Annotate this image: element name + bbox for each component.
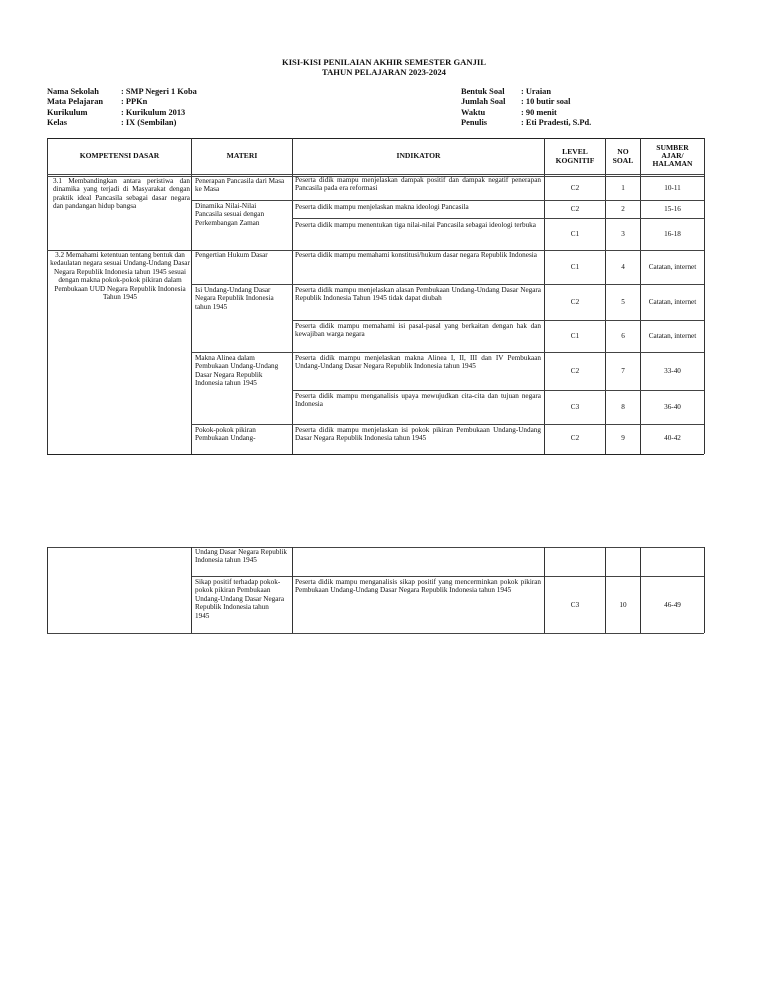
level-kognitif-cell: C2 [570, 297, 580, 306]
info-value: : Kurikulum 2013 [121, 107, 186, 117]
info-label: Mata Pelajaran [47, 97, 104, 107]
info-value: : Eti Pradesti, S.Pd. [521, 118, 592, 128]
level-kognitif-cell: C1 [570, 262, 580, 271]
info-value: : 10 butir soal [521, 97, 571, 107]
sumber-cell: 15-16 [664, 204, 681, 213]
indikator-cell: Peserta didik mampu menentukan tiga nilai-nilai Pancasila sebagai ideologi terbuka [295, 221, 536, 229]
no-soal-cell: 4 [621, 262, 625, 271]
no-soal-cell: 10 [619, 600, 627, 609]
info-value: : PPKn [121, 97, 148, 107]
indikator-cell: Peserta didik mampu menganalisis sikap positif yang mencerminkan pokok pikiran Pembukaan Undang-Undang Dasar Negara Republik Indonesia tahun 1945 [295, 578, 541, 595]
sumber-cell: 40-42 [664, 433, 681, 442]
info-label: Nama Sekolah [47, 87, 99, 96]
level-kognitif-cell: C3 [570, 402, 580, 411]
level-kognitif-cell: C1 [570, 229, 580, 238]
indikator-cell: Peserta didik mampu menjelaskan makna Alinea I, II, III dan IV Pembukaan Undang-Undang Dasar Negara Republik Indonesia tahun 1945 [295, 354, 541, 371]
materi-item: Makna Alinea dalam Pembukaan Undang-Undang Dasar Negara Republik Indonesia tahun 1945 [195, 354, 279, 388]
no-soal-cell: 1 [621, 183, 625, 192]
level-kognitif-cell: C2 [570, 204, 580, 213]
header-sumber-ajar: SUMBER AJAR/ HALAMAN [652, 142, 693, 168]
level-kognitif-cell: C2 [570, 183, 580, 192]
exam-info [461, 87, 591, 129]
materi-item: Isi Undang-Undang Dasar Negara Republik Indonesia tahun 1945 [195, 286, 274, 311]
indikator-cell: Peserta didik mampu menjelaskan makna ideologi Pancasila [295, 203, 469, 211]
document-subtitle: TAHUN PELAJARAN 2023-2024 [322, 67, 446, 77]
level-kognitif-cell: C3 [570, 600, 580, 609]
materi-item: Pokok-pokok pikiran Pembukaan Undang- [195, 426, 256, 443]
indikator-cell: Peserta didik mampu memahami isi pasal-pasal yang berkaitan dengan hak dan kewajiban warga negara [295, 322, 541, 339]
sumber-cell: Catatan, internet [648, 331, 697, 340]
level-kognitif-cell: C2 [570, 366, 580, 375]
sumber-cell: 36-40 [664, 402, 681, 411]
indikator-cell: Peserta didik mampu menjelaskan dampak positif dan dampak negatif penerapan Pancasila pada era reformasi [295, 176, 541, 193]
header-materi: MATERI [226, 151, 258, 161]
info-label: Kurikulum [47, 107, 88, 117]
info-value: : Uraian [521, 87, 552, 96]
sumber-cell: Catatan, internet [648, 297, 697, 306]
info-value: : IX (Sembilan) [121, 118, 177, 128]
info-value: : 90 menit [521, 107, 557, 117]
info-label: Penulis [461, 118, 488, 128]
materi-item: Sikap positif terhadap pokok-pokok pikiran Pembukaan Undang-Undang Dasar Negara Republik Indonesia tahun 1945 [195, 578, 285, 620]
info-label: Waktu [461, 107, 486, 117]
no-soal-cell: 6 [621, 331, 625, 340]
materi-item: Penerapan Pancasila dari Masa ke Masa [195, 177, 285, 194]
sumber-cell: 10-11 [664, 183, 681, 192]
indikator-cell: Peserta didik mampu menganalisis upaya mewujudkan cita-cita dan tujuan negara Indonesia [295, 392, 541, 409]
sumber-cell: 16-18 [664, 229, 681, 238]
sumber-cell: 33-40 [664, 366, 681, 375]
header-indikator: INDIKATOR [396, 151, 441, 161]
header-kompetensi-dasar: KOMPETENSI DASAR [79, 151, 160, 161]
level-kognitif-cell: C1 [570, 331, 580, 340]
no-soal-cell: 5 [621, 297, 625, 306]
level-kognitif-cell: C2 [570, 433, 580, 442]
no-soal-cell: 2 [621, 204, 625, 213]
info-label: Jumlah Soal [461, 97, 506, 107]
kompetensi-dasar-3-2: 3.2 Memahami ketentuan tentang bentuk dan kedaulatan negara sesuai Undang-Undang Dasar Negara Republik Indonesia tahun 1945 sesuai dengan makna pokok-pokok pikiran dalam Pembukaan UUD Negara Republik Indonesia Tahun 1945 [50, 251, 190, 302]
indikator-cell: Peserta didik mampu memahami konstitusi/hukum dasar negara Republik Indonesia [295, 251, 537, 259]
materi-item: Undang Dasar Negara Republik Indonesia tahun 1945 [195, 548, 287, 565]
header-no-soal: NO SOAL [612, 147, 634, 165]
info-label: Bentuk Soal [461, 87, 505, 96]
info-label: Kelas [47, 118, 68, 128]
document-title: KISI-KISI PENILAIAN AKHIR SEMESTER GANJIL [282, 57, 486, 67]
indikator-cell: Peserta didik mampu menjelaskan isi pokok pikiran Pembukaan Undang-Undang Dasar Negara Republik Indonesia tahun 1945 [295, 426, 541, 443]
school-info [47, 87, 197, 129]
kompetensi-dasar-3-1: 3.1 Membandingkan antara peristiwa dan dinamika yang terjadi di Masyarakat dengan praktik ideal Pancasila sebagai dasar negara dan pandangan hidup bangsa [53, 177, 190, 211]
no-soal-cell: 9 [621, 433, 625, 442]
indikator-cell: Peserta didik mampu menjelaskan alasan Pembukaan Undang-Undang Dasar Negara Republik Indonesia Tahun 1945 tidak dapat diubah [295, 286, 541, 303]
no-soal-cell: 8 [621, 402, 625, 411]
materi-item: Pengertian Hukum Dasar [195, 251, 268, 259]
no-soal-cell: 7 [621, 366, 625, 375]
sumber-cell: Catatan, internet [648, 262, 697, 271]
info-value: : SMP Negeri 1 Koba [121, 87, 197, 96]
materi-item: Dinamika Nilai-Nilai Pancasila sesuai dengan Perkembangan Zaman [195, 202, 265, 227]
no-soal-cell: 3 [621, 229, 625, 238]
header-level-kognitif: LEVEL KOGNITIF [555, 147, 595, 165]
sumber-cell: 46-49 [664, 600, 681, 609]
